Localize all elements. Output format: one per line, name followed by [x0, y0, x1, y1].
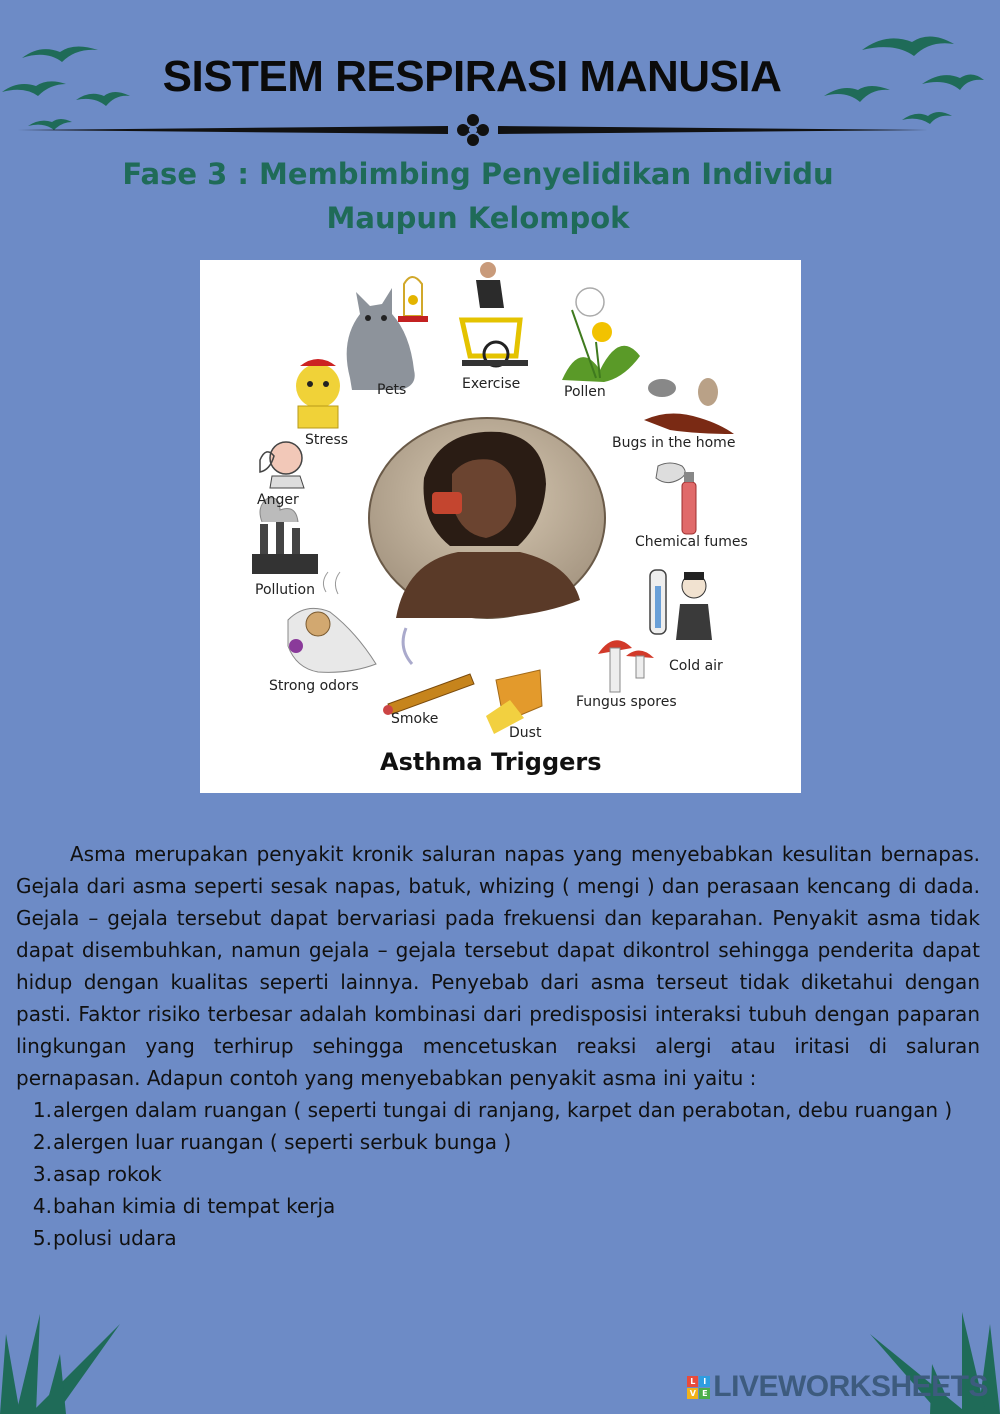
causes-list [16, 1094, 952, 1254]
list-item-text: asap rokok [53, 1162, 162, 1186]
title-divider [18, 108, 928, 152]
logo-letter: L [687, 1376, 698, 1387]
logo-letter: V [687, 1388, 698, 1399]
birdcage-icon [398, 277, 428, 322]
body-paragraph [16, 838, 980, 1094]
label-pets: Pets [377, 382, 407, 398]
logo-letter: I [699, 1376, 710, 1387]
mushroom-icon [598, 640, 654, 692]
list-item-text: alergen dalam ruangan ( seperti tungai di ranjang, karpet dan perabotan, debu ruangan ) [53, 1098, 953, 1122]
paragraph-text: Asma merupakan penyakit kronik saluran napas yang menyebabkan kesulitan bernapas. Gejala dari asma seperti sesak napas, batuk, whizing ( mengi ) dan perasaan kencang di dada. Gejala – gejala tersebut dapat bervariasi pada frekuensi dan keparahan. Penyakit asma tidak dapat disembuhkan, namun gejala – gejala tersebut dapat dikontrol sehingga penderita dapat hidup dengan kualitas seperti lainnya. Penyebab dari asma terseut tidak diketahui dengan pasti. Faktor risiko terbesar adalah kombinasi dari predisposisi interaksi tubuh dengan paparan lingkungan yang terhirup sehingga mencetuskan reaksi alergi atau iritasi di saluran pernapasan. Adapun contoh yang menyebabkan penyakit asma ini yaitu : [16, 842, 980, 1090]
list-item-text: bahan kimia di tempat kerja [53, 1194, 336, 1218]
list-item-number: 2. [32, 1130, 52, 1154]
list-item-number: 5. [32, 1226, 52, 1250]
list-item [16, 1126, 952, 1158]
list-item-number: 4. [32, 1194, 52, 1218]
cold-air-icon [650, 570, 712, 640]
phase-heading [0, 152, 956, 240]
label-cold: Cold air [669, 658, 723, 674]
list-item [16, 1158, 952, 1190]
list-item [16, 1222, 952, 1254]
page-title: SISTEM RESPIRASI MANUSIA [162, 52, 782, 101]
factory-icon [252, 498, 318, 574]
label-exercise: Exercise [462, 376, 521, 392]
label-dust: Dust [509, 725, 542, 741]
cigar-icon [383, 628, 474, 715]
asthma-triggers-figure [200, 260, 801, 793]
label-bugs: Bugs in the home [612, 435, 736, 451]
phase-heading-line1: Fase 3 : Membimbing Penyelidikan Individu [122, 157, 834, 191]
grass-left-decoration [0, 1304, 130, 1414]
liveworksheets-logo-icon [687, 1376, 710, 1399]
stress-face-icon [296, 359, 340, 428]
liveworksheets-wordmark: LIVEWORKSHEETS [713, 1370, 988, 1403]
label-pollen: Pollen [564, 384, 606, 400]
label-pollution: Pollution [255, 582, 315, 598]
bugs-icon [644, 378, 734, 434]
list-item-number: 3. [32, 1162, 52, 1186]
label-anger: Anger [257, 492, 299, 508]
list-item [16, 1094, 952, 1126]
label-stress: Stress [305, 432, 349, 448]
list-item [16, 1190, 952, 1222]
exercise-bike-icon [462, 262, 528, 366]
phase-heading-line2: Maupun Kelompok [326, 201, 630, 235]
figure-title: Asthma Triggers [380, 748, 602, 776]
label-fungus: Fungus spores [576, 694, 677, 710]
logo-letter: E [699, 1388, 710, 1399]
triggers-illustration [200, 260, 801, 793]
list-item-text: polusi udara [53, 1226, 177, 1250]
label-chemical: Chemical fumes [635, 534, 748, 550]
liveworksheets-brand [687, 1370, 988, 1404]
label-odors: Strong odors [269, 678, 359, 694]
list-item-text: alergen luar ruangan ( seperti serbuk bunga ) [53, 1130, 512, 1154]
label-smoke: Smoke [391, 711, 439, 727]
anger-face-icon [260, 442, 304, 488]
list-item-number: 1. [32, 1098, 52, 1122]
chemical-spray-icon [656, 463, 696, 534]
dandelion-icon [562, 288, 640, 382]
